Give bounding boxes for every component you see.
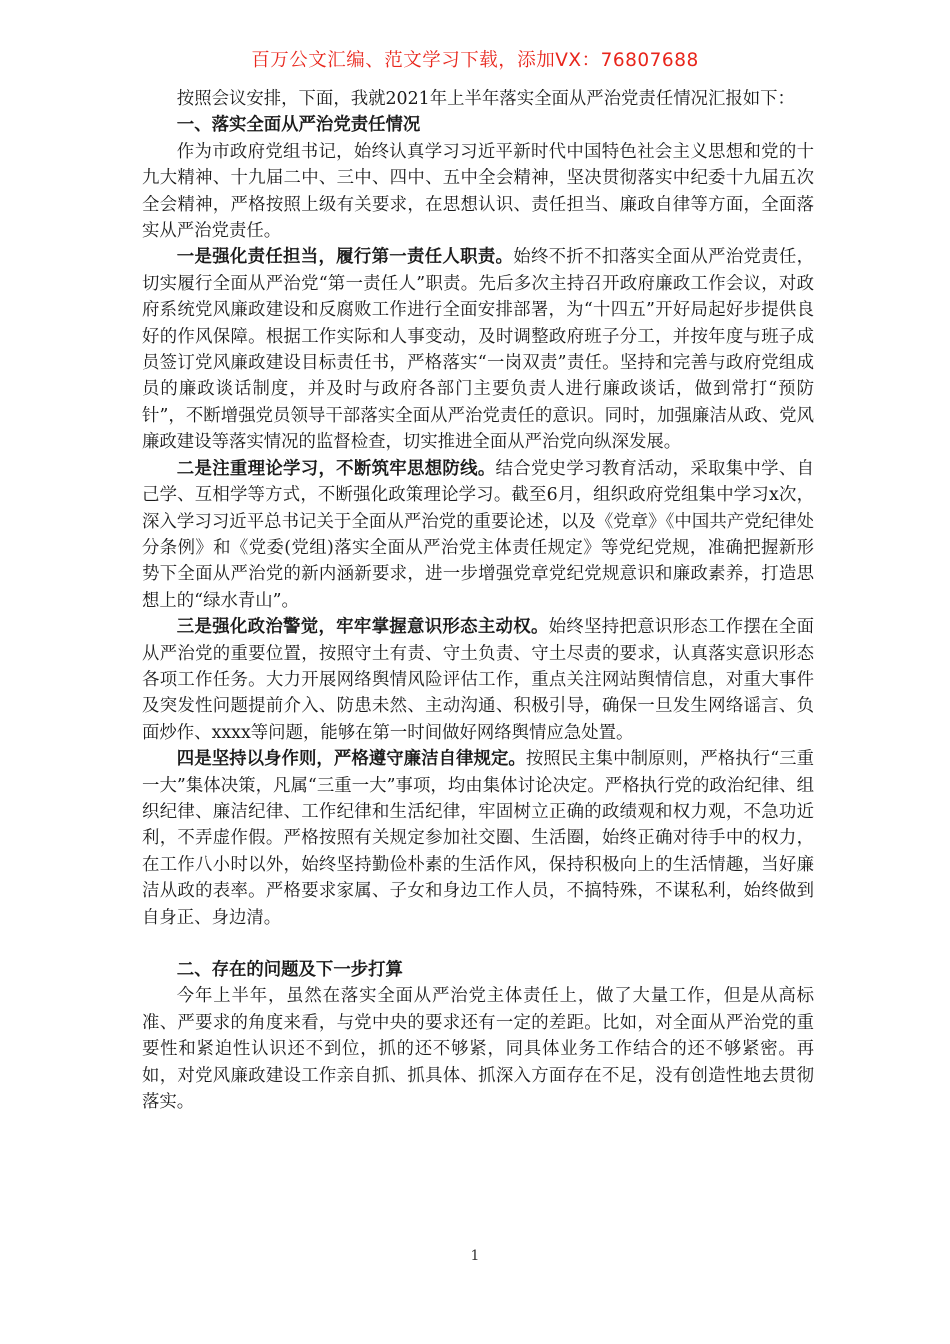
point-2-body: 结合党史学习教育活动，采取集中学、自己学、互相学等方式，不断强化政策理论学习。截至6月，组织政府党组集中学习x次，深入学习习近平总书记关于全面从严治党的重要论述，以及《党章》《中国共产党纪律处分条例》和《党委(党组)落实全面从严治党主体责任规定》等党纪党规，准确把握新形势下全面从严治党的新内涵新要求，进一步增强党章党纪党规意识和廉政素养，打造思想上的“绿水青山”。 [142, 458, 814, 611]
point-1-body: 始终不折不扣落实全面从严治党责任，切实履行全面从严治党“第一责任人”职责。先后多次主持召开政府廉政工作会议，对政府系统党风廉政建设和反腐败工作进行全面安排部署，为“十四五”开好局起好步提供良好的作风保障。根据工作实际和人事变动，及时调整政府班子分工，并按年度与班子成员签订党风廉政建设目标责任书，严格落实“一岗双责”责任。坚持和完善与政府党组成员的廉政谈话制度，并及时与政府各部门主要负责人进行廉政谈话，做到常打“预防针”，不断增强党员领导干部落实全面从严治党责任的意识。同时，加强廉洁从政、党风廉政建设等落实情况的监督检查，切实推进全面从严治党向纵深发展。 [142, 247, 814, 453]
header-banner: 百万公文汇编、范文学习下载，添加VX：76807688 [251, 50, 699, 71]
page-number: 1 [470, 1248, 480, 1264]
point-1-paragraph [142, 244, 814, 455]
point-2-lead: 二是注重理论学习，不断筑牢思想防线。 [176, 458, 496, 479]
section-2-paragraph: 今年上半年，虽然在落实全面从严治党主体责任上，做了大量工作，但是从高标准、严要求的角度来看，与党中央的要求还有一定的差距。比如，对全面从严治党的重要性和紧迫性认识还不到位，抓的还不够紧，同具体业务工作结合的还不够紧密。再如，对党风廉政建设工作亲自抓、抓具体、抓深入方面存在不足，没有创造性地去贯彻落实。 [142, 986, 814, 1113]
point-1-lead: 一是强化责任担当，履行第一责任人职责。 [176, 247, 514, 268]
point-3-paragraph [142, 614, 814, 746]
point-4-lead: 四是坚持以身作则，严格遵守廉洁自律规定。 [176, 749, 526, 770]
document-body [142, 86, 814, 1115]
section-1-paragraph: 作为市政府党组书记，始终认真学习习近平新时代中国特色社会主义思想和党的十九大精神、十九届二中、三中、四中、五中全会精神，坚决贯彻落实中纪委十九届五次全会精神，严格按照上级有关要求，在思想认识、责任担当、廉政自律等方面，全面落实从严治党责任。 [142, 141, 814, 242]
point-3-body: 始终坚持把意识形态工作摆在全面从严治党的重要位置，按照守土有责、守土负责、守土尽责的要求，认真落实意识形态各项工作任务。大力开展网络舆情风险评估工作，重点关注网站舆情信息，对重大事件及突发性问题提前介入、防患未然、主动沟通、积极引导，确保一旦发生网络谣言、负面炒作、xxxx等问题，能够在第一时间做好网络舆情应急处置。 [142, 617, 814, 743]
point-2-paragraph [142, 456, 814, 614]
point-3-lead: 三是强化政治警觉，牢牢掌握意识形态主动权。 [176, 617, 549, 638]
point-4-body: 按照民主集中制原则，严格执行“三重一大”集体决策，凡属“三重一大”事项，均由集体讨论决定。严格执行党的政治纪律、组织纪律、廉洁纪律、工作纪律和生活纪律，牢固树立正确的政绩观和权力观，不急功近利，不弄虚作假。严格按照有关规定参加社交圈、生活圈，始终正确对待手中的权力，在工作八小时以外，始终坚持勤俭朴素的生活作风，保持积极向上的生活情趣，当好廉洁从政的表率。严格要求家属、子女和身边工作人员，不搞特殊，不谋私利，始终做到自身正、身边清。 [142, 749, 814, 928]
intro-paragraph: 按照会议安排，下面，我就2021年上半年落实全面从严治党责任情况汇报如下： [176, 89, 795, 109]
section-2-title: 二、存在的问题及下一步打算 [176, 960, 403, 980]
section-1-title: 一、落实全面从严治党责任情况 [176, 115, 421, 136]
point-4-paragraph [142, 746, 814, 931]
